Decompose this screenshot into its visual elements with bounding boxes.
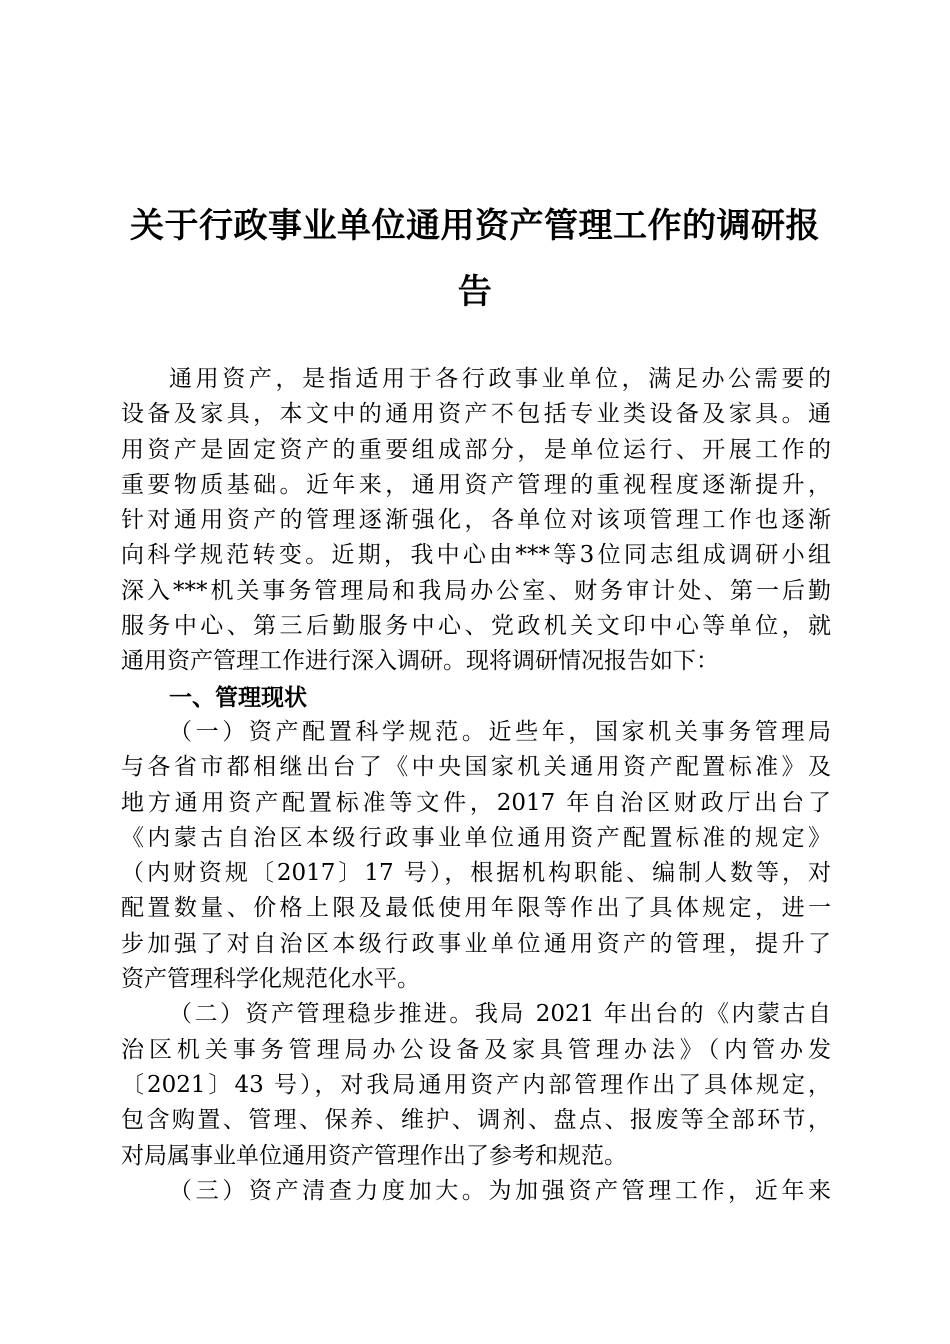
paragraph-line: （二）资产管理稳步推进。我局 2021 年出台的《内蒙古自 <box>169 1001 831 1028</box>
paragraph-line: （一）资产配置科学规范。近些年，国家机关事务管理局 <box>169 718 831 745</box>
paragraph-line: 设备及家具，本文中的通用资产不包括专业类设备及家具。通 <box>121 401 831 428</box>
paragraph-line: 向科学规范转变。近期，我中心由***等3位同志组成调研小组 <box>121 542 831 569</box>
paragraph-line: 治区机关事务管理局办公设备及家具管理办法》（内管办发 <box>121 1036 831 1063</box>
document-body <box>121 362 831 1209</box>
paragraph-line: 包含购置、管理、保养、维护、调剂、盘点、报废等全部环节， <box>121 1107 831 1134</box>
paragraph-line: 通用资产，是指适用于各行政事业单位，满足办公需要的 <box>169 366 831 392</box>
document-title-line-1: 关于行政事业单位通用资产管理工作的调研报 <box>130 206 820 246</box>
paragraph-line: （三）资产清查力度加大。为加强资产管理工作，近年来 <box>169 1177 831 1204</box>
paragraph-line: 重要物质基础。近年来，通用资产管理的重视程度逐渐提升， <box>121 471 831 498</box>
paragraph-line: 与各省市都相继出台了《中央国家机关通用资产配置标准》及 <box>121 754 831 781</box>
paragraph-line: 用资产是固定资产的重要组成部分，是单位运行、开展工作的 <box>121 436 831 463</box>
paragraph-line: 〔2021〕43 号），对我局通用资产内部管理作出了具体规定， <box>121 1071 831 1098</box>
paragraph-line: 资产管理科学化规范化水平。 <box>121 966 420 993</box>
document-title-line-2: 告 <box>457 272 493 312</box>
paragraph-line: 针对通用资产的管理逐渐强化，各单位对该项管理工作也逐渐 <box>121 507 831 534</box>
paragraph-line: 地方通用资产配置标准等文件，2017 年自治区财政厅出台了 <box>121 789 831 816</box>
paragraph-line: 《内蒙古自治区本级行政事业单位通用资产配置标准的规定》 <box>121 824 831 851</box>
section-heading: 一、管理现状 <box>169 683 307 711</box>
paragraph-line: 对局属事业单位通用资产管理作出了参考和规范。 <box>121 1142 627 1169</box>
paragraph-line: 步加强了对自治区本级行政事业单位通用资产的管理，提升了 <box>121 930 831 957</box>
paragraph-line: 服务中心、第三后勤服务中心、党政机关文印中心等单位，就 <box>121 613 831 640</box>
paragraph-line: 配置数量、价格上限及最低使用年限等作出了具体规定，进一 <box>121 895 831 922</box>
paragraph-line: （内财资规〔2017〕17 号），根据机构职能、编制人数等，对 <box>121 860 831 887</box>
paragraph-line: 通用资产管理工作进行深入调研。现将调研情况报告如下： <box>121 648 719 675</box>
paragraph-line: 深入***机关事务管理局和我局办公室、财务审计处、第一后勤 <box>121 577 831 604</box>
